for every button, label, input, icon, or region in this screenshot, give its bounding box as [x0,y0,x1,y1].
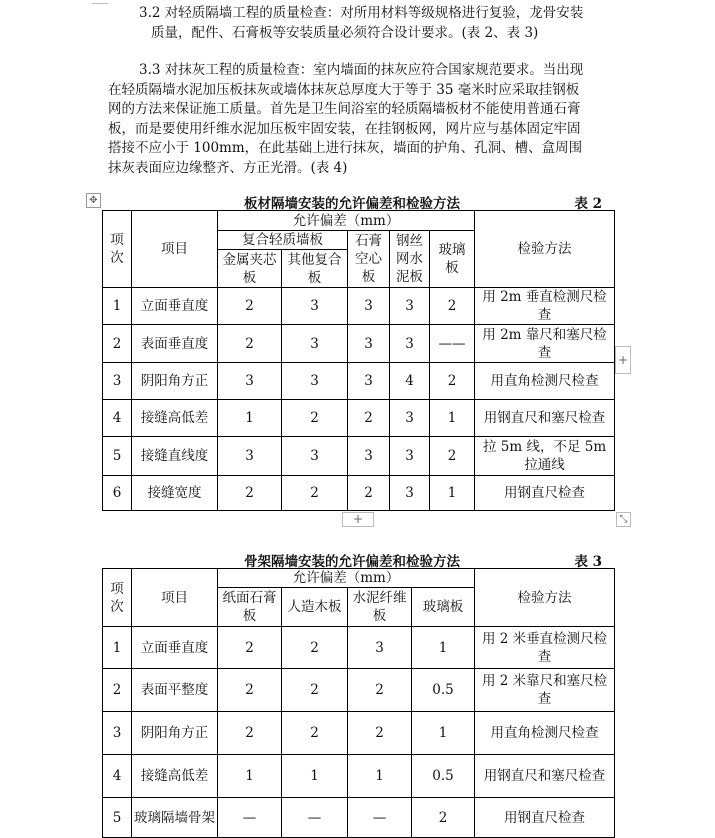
add-column-button[interactable]: + [615,346,631,374]
cell-method: 用 2 米垂直检测尺检查 [475,627,615,669]
cell-value: 4 [390,363,430,400]
cell-no: 3 [103,363,132,400]
cell-method: 用钢直尺和塞尺检查 [475,755,615,798]
cell-value: 1 [412,712,475,755]
cell-value: 1 [430,400,475,437]
cell-value: 1 [282,755,348,798]
cell-value: 2 [282,712,348,755]
cell-item: 立面垂直度 [132,627,218,669]
cell-no: 2 [103,669,132,712]
cell-no: 2 [103,325,132,363]
cell-item: 表面垂直度 [132,325,218,363]
cell-value: 3 [348,363,390,400]
add-row-button[interactable]: + [342,512,374,527]
cell-no: 5 [103,798,132,838]
cell-value: —— [430,325,475,363]
paragraph-line: 抹灰表面应边缘整齐、方正光滑。(表 4) [108,159,348,176]
cell-no: 4 [103,400,132,437]
cell-no: 1 [103,627,132,669]
table3-title: 骨架隔墙安装的允许偏差和检验方法 [244,554,460,570]
cell-value: 1 [218,755,282,798]
cell-no: 1 [103,288,132,325]
paragraph-3-3 [108,61,608,178]
page-corner-mark [92,0,108,4]
cell-value: 0.5 [412,755,475,798]
cell-value: 3 [282,325,348,363]
cell-value: 3 [348,325,390,363]
table2-title: 板材隔墙安装的允许偏差和检验方法 [244,196,460,212]
header-method: 检验方法 [475,569,615,627]
cell-value: 3 [390,288,430,325]
cell-value: 1 [412,627,475,669]
cell-method: 用 2m 垂直检测尺检查 [475,288,615,325]
paragraph-line: 搭接不应小于 100mm，在此基础上进行抹灰，墙面的护角、孔洞、槽、盒周围 [108,140,583,156]
cell-value: 2 [282,476,348,511]
header-item: 项目 [132,211,218,288]
cell-item: 接缝宽度 [132,476,218,511]
cell-method: 拉 5m 线，不足 5m 拉通线 [475,437,615,476]
header-method: 检验方法 [475,211,615,288]
cell-value: 3 [282,437,348,476]
header-allowance: 允许偏差（mm） [218,211,475,231]
cell-value: 2 [218,627,282,669]
table-resize-handle-icon[interactable]: ⤡ [616,512,631,527]
paragraph-line: 在轻质隔墙水泥加压板抹灰或墙体抹灰总厚度大于等于 35 毫米时应采取挂钢板 [108,81,580,98]
cell-value: 2 [348,669,412,712]
cell-value: 3 [390,476,430,511]
cell-value: 3 [390,325,430,363]
cell-value: 2 [218,288,282,325]
cell-value: — [282,798,348,838]
cell-item: 接缝直线度 [132,437,218,476]
cell-value: 2 [430,288,475,325]
cell-method: 用直角检测尺检查 [475,363,615,400]
cell-item: 阴阳角方正 [132,363,218,400]
cell-item: 立面垂直度 [132,288,218,325]
cell-method: 用钢直尺和塞尺检查 [475,400,615,437]
cell-value: 3 [348,437,390,476]
cell-item: 阴阳角方正 [132,712,218,755]
cell-value: 0.5 [412,669,475,712]
cell-value: 2 [218,325,282,363]
header-seq: 项次 [103,569,132,627]
cell-method: 用 2m 靠尺和塞尺检查 [475,325,615,363]
cell-no: 4 [103,755,132,798]
cell-value: 1 [430,476,475,511]
cell-item: 表面平整度 [132,669,218,712]
paragraph-line: 3.3 对抹灰工程的质量检查：室内墙面的抹灰应符合国家规范要求。当出现 [139,62,584,78]
paragraph-3-2 [108,4,608,43]
cell-value: 2 [348,476,390,511]
header-metal-core: 金属夹芯板 [218,250,282,288]
cell-value: 1 [218,400,282,437]
cell-no: 3 [103,712,132,755]
cell-value: 2 [430,437,475,476]
cell-no: 5 [103,437,132,476]
header-composite: 复合轻质墙板 [218,231,348,250]
paragraph-line: 3.2 对轻质隔墙工程的质量检查：对所用材料等级规格进行复验，龙骨安装 [139,5,584,21]
cell-value: 3 [218,437,282,476]
header-allowance: 允许偏差（mm） [218,569,475,588]
cell-value: 2 [282,400,348,437]
header-glass-board: 玻璃板 [412,588,475,627]
table2-number: 表 2 [574,196,602,212]
cell-value: 3 [348,627,412,669]
cell-value: — [218,798,282,838]
header-item: 项目 [132,569,218,627]
cell-value: 3 [282,288,348,325]
table3-number: 表 3 [574,554,602,570]
cell-value: 2 [282,627,348,669]
paragraph-line: 网的方法来保证施工质量。首先是卫生间浴室的轻质隔墙板材不能使用普通石膏 [108,101,581,117]
header-seq: 项次 [103,211,132,288]
cell-value: 3 [282,363,348,400]
paragraph-line: 质量，配件、石膏板等安装质量必须符合设计要求。(表 2、表 3) [151,24,539,41]
cell-method: 用钢直尺检查 [475,476,615,511]
cell-no: 6 [103,476,132,511]
cell-value: 1 [348,755,412,798]
cell-item: 玻璃隔墙骨架 [132,798,218,838]
cell-method: 用钢直尺检查 [475,798,615,838]
cell-value: 2 [218,476,282,511]
table3 [102,568,615,838]
cell-value: 3 [390,400,430,437]
cell-value: 2 [348,400,390,437]
cell-value: 2 [412,798,475,838]
cell-value: 2 [218,669,282,712]
header-artificial-wood: 人造木板 [282,588,348,627]
cell-value: 2 [282,669,348,712]
paragraph-line: 板，而是要使用纤维水泥加压板牢固安装，在挂钢板网，网片应与基体固定牢固 [108,120,581,137]
header-other-composite: 其他复合板 [282,250,348,288]
cell-method: 用 2 米靠尺和塞尺检查 [475,669,615,712]
cell-value: 3 [348,288,390,325]
header-paper-gypsum: 纸面石膏板 [218,588,282,627]
cell-item: 接缝高低差 [132,755,218,798]
cell-value: 3 [218,363,282,400]
table-move-handle-icon[interactable]: ✥ [86,193,101,208]
header-cement-fiber: 水泥纤维板 [348,588,412,627]
cell-method: 用直角检测尺检查 [475,712,615,755]
cell-value: 2 [430,363,475,400]
header-gypsum-hollow: 石膏空心板 [348,231,390,288]
cell-value: — [348,798,412,838]
table2 [102,210,615,511]
cell-value: 2 [348,712,412,755]
header-wire-mesh: 钢丝网水泥板 [390,231,430,288]
cell-item: 接缝高低差 [132,400,218,437]
header-glass-board: 玻璃板 [430,231,475,288]
cell-value: 3 [390,437,430,476]
cell-value: 2 [218,712,282,755]
